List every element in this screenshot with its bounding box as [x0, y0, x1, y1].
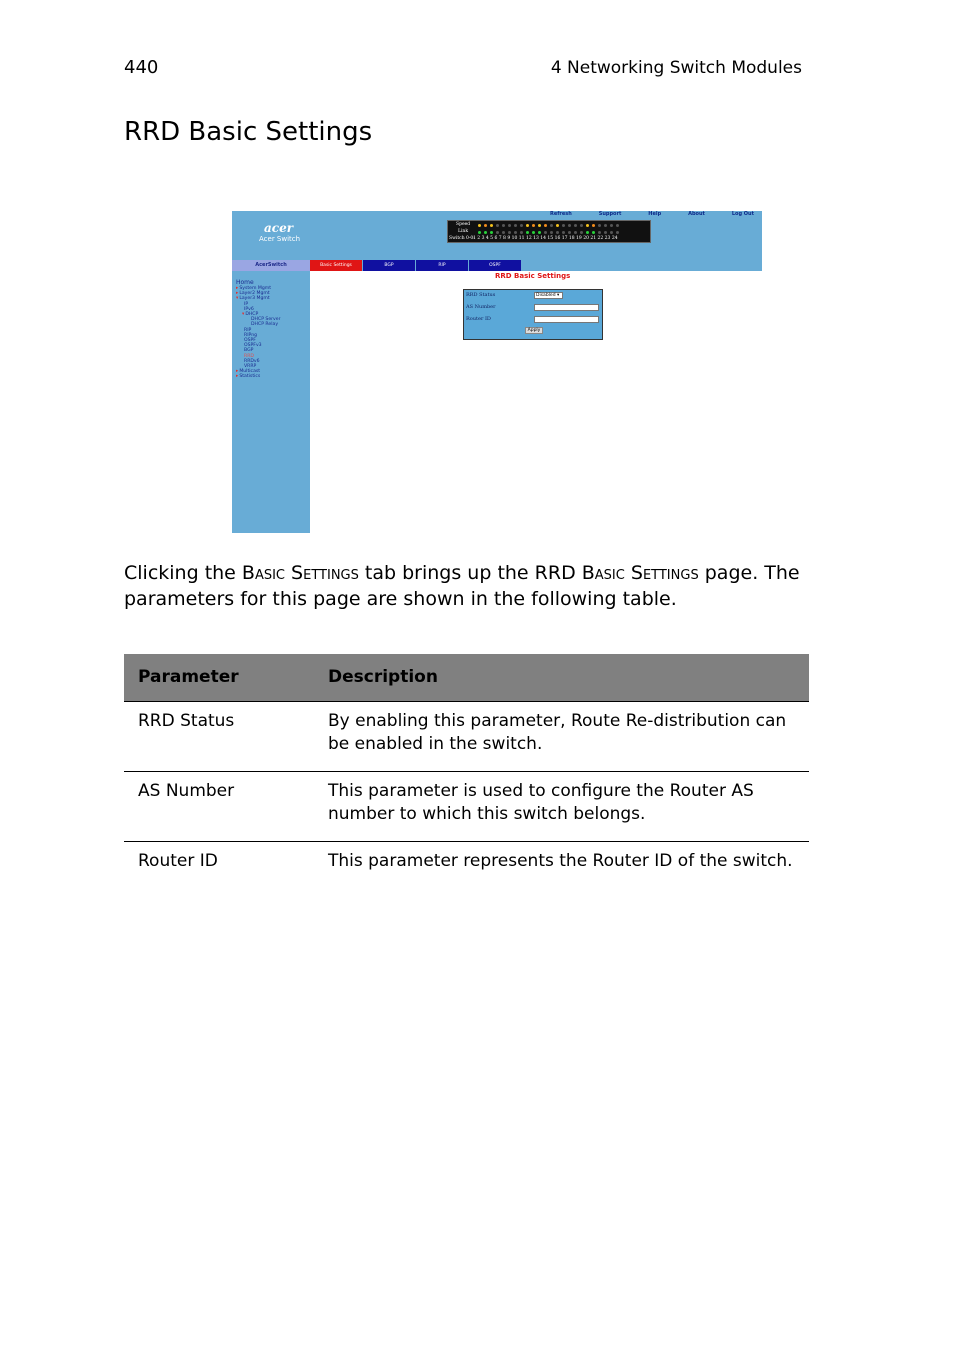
- nav-multicast[interactable]: ▸ Multicast: [236, 369, 281, 374]
- nav-home[interactable]: Home: [236, 279, 254, 286]
- table-row: [124, 841, 809, 888]
- tab-rip[interactable]: RIP: [416, 260, 468, 271]
- page-number: 440: [124, 57, 159, 78]
- sidebar-title: AcerSwitch: [232, 260, 310, 271]
- header-parameter: Parameter: [124, 654, 314, 701]
- description-cell: By enabling this parameter, Route Re-distribution can be enabled in the switch.: [314, 701, 809, 771]
- para-text-1: Clicking the: [124, 562, 242, 584]
- table-row: [124, 771, 809, 841]
- nav-system-mgmt[interactable]: ▸ System Mgmt: [236, 286, 281, 291]
- rrd-status-label: RRD Status: [466, 292, 496, 298]
- nav-ripng[interactable]: RIPng: [244, 332, 258, 338]
- screenshot-figure: [232, 211, 762, 533]
- nav-rrdv6[interactable]: RRDv6: [244, 358, 260, 364]
- para-smallcaps-1: Basic Settings: [241, 562, 359, 584]
- nav-layer2-mgmt[interactable]: ▸ Layer2 Mgmt: [236, 291, 281, 296]
- rrd-status-select[interactable]: Disabled ▾: [534, 292, 563, 299]
- speed-leds: [478, 224, 619, 227]
- logo-subtitle: Acer Switch: [259, 235, 301, 243]
- nav-rip[interactable]: RIP: [244, 327, 252, 333]
- content-title: RRD Basic Settings: [495, 272, 571, 280]
- tab-bgp[interactable]: BGP: [363, 260, 415, 271]
- header-description: Description: [314, 654, 809, 701]
- tab-ospf[interactable]: OSPF: [469, 260, 521, 271]
- as-number-input[interactable]: [534, 304, 599, 311]
- port-status-panel: [447, 220, 651, 243]
- param-cell: AS Number: [124, 771, 314, 841]
- logout-link[interactable]: Log Out: [731, 211, 754, 217]
- param-cell: Router ID: [138, 850, 218, 871]
- nav-ip[interactable]: IP: [244, 301, 249, 307]
- nav-ipv6[interactable]: IPv6: [244, 306, 254, 312]
- rrd-settings-form: [463, 289, 603, 340]
- speed-label: Speed: [456, 222, 471, 227]
- nav-dhcp-server[interactable]: DHCP Server: [251, 317, 281, 323]
- nav-bgp[interactable]: BGP: [244, 348, 254, 354]
- router-id-input[interactable]: [534, 316, 599, 323]
- about-link[interactable]: About: [688, 211, 705, 217]
- nav-statistics[interactable]: ▸ Statistics: [236, 374, 281, 379]
- para-text-2: tab brings up the RRD: [358, 562, 582, 584]
- tab-basic-settings[interactable]: Basic Settings: [310, 260, 362, 271]
- section-title: RRD Basic Settings: [124, 117, 373, 147]
- tab-bar: [310, 260, 522, 271]
- table-header-row: [124, 654, 809, 701]
- refresh-link[interactable]: Refresh: [550, 211, 572, 217]
- description-cell: This parameter represents the Router ID of the switch.: [328, 850, 793, 871]
- link-leds: [478, 231, 619, 234]
- support-link[interactable]: Support: [598, 211, 622, 217]
- nav-dhcp-relay[interactable]: DHCP Relay: [251, 322, 279, 328]
- nav-vrrp[interactable]: VRRP: [244, 364, 257, 370]
- para-text-3: page. The parameters for this page are shown in the following table.: [124, 562, 800, 610]
- nav-dhcp[interactable]: ▾ DHCP: [236, 312, 281, 317]
- apply-button[interactable]: Apply: [525, 327, 543, 334]
- body-paragraph: [124, 560, 824, 612]
- running-header: 4 Networking Switch Modules: [550, 58, 802, 78]
- nav-tree: [236, 279, 281, 380]
- help-link[interactable]: Help: [648, 211, 662, 217]
- as-number-label: AS Number: [466, 304, 496, 310]
- acer-logo: acer: [264, 221, 294, 235]
- switch-label: Switch 0-0:: [449, 236, 475, 241]
- parameter-table: [124, 654, 809, 888]
- para-smallcaps-2: Basic Settings: [581, 562, 699, 584]
- nav-rrd[interactable]: RRD: [244, 353, 254, 359]
- rrd-status-value: Disabled: [536, 293, 556, 298]
- table-row: [124, 701, 809, 771]
- router-id-label: Router ID: [466, 316, 491, 322]
- nav-layer3-mgmt[interactable]: ▾ Layer3 Mgmt: [236, 296, 281, 301]
- port-numbers: 1 2 3 4 5 6 7 8 9 10 11 12 13 14 15 16 17 18 19 20 21 22 23 24: [473, 236, 618, 241]
- description-cell: This parameter is used to configure the Router AS number to which this switch belongs.: [314, 771, 809, 841]
- nav-ospfv3[interactable]: OSPFv3: [244, 343, 262, 349]
- top-links: [550, 211, 762, 217]
- nav-ospf[interactable]: OSPF: [244, 338, 256, 344]
- link-label: Link: [458, 229, 469, 234]
- sidebar: [232, 260, 310, 533]
- param-cell: RRD Status: [124, 701, 314, 771]
